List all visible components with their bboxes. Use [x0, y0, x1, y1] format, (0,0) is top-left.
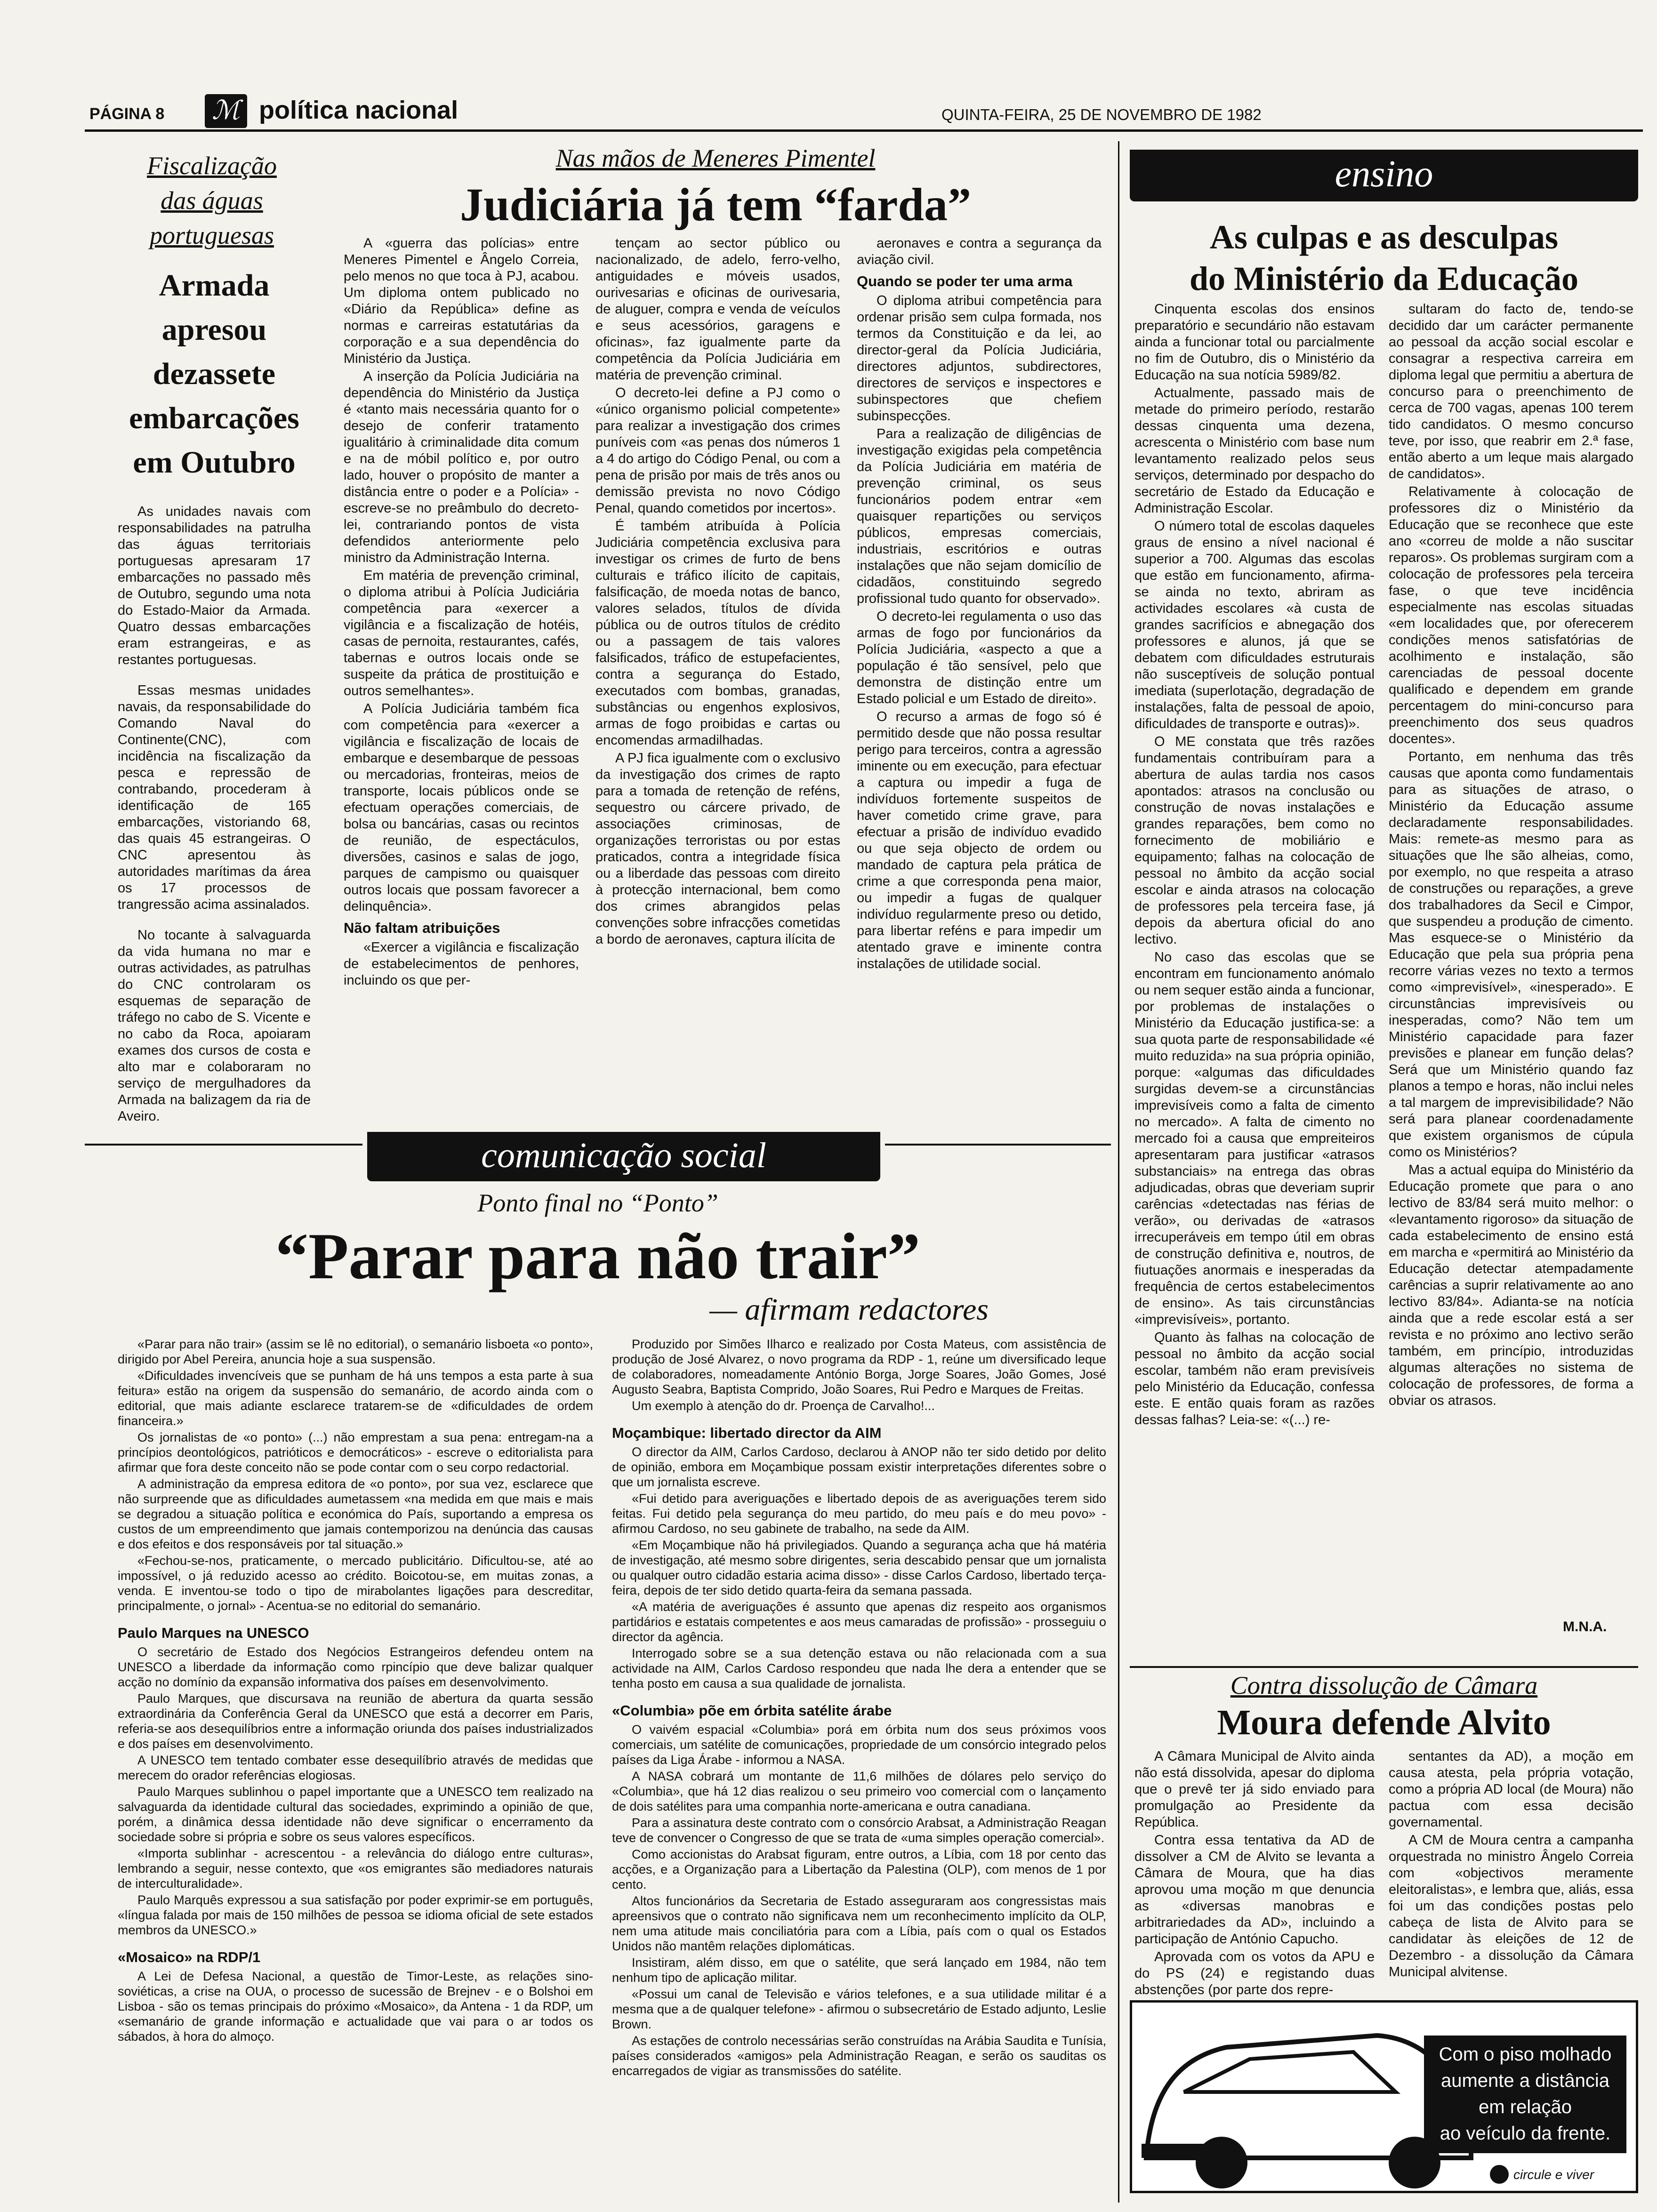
cs-para: Insistiram, além disso, em que o satélite, que será lançado em 1984, não tem nenhum tipo de aplicação militar. [612, 1956, 1106, 1985]
ensino-headline [1130, 216, 1638, 299]
fisc-headline-line: Armada [159, 268, 270, 303]
ensino-para: Portanto, em nenhuma das três causas que aponta como fundamentais para as situações de atraso, o Ministério da Educação assume declaradamente responsabilidades. Mais: remete-as mesmo para as situações que lhe são alheias, como, por exemplo, no que respeita a atraso de construções ou reparações, a greve dos trabalhadores da Secil e Cimpor, que suspendeu a produção de cimento. Mas esquece-se o Ministério da Educação que pela sua própria pena recorre várias vezes no texto a termos como «imprevisível», «inesperado». E circunstâncias imprevisíveis ou inesperadas, como? Não tem um Ministério capacidade para fazer previsões e planear em função delas? Será que um Ministério quando faz planos a tempo e horas, não inclui neles a tal margem de imprevisibilidade? Não será para planear coordenadamente que existem organismos de cúpula como os Ministérios? [1389, 749, 1633, 1160]
cs-para: Para a assinatura deste contrato com o consórcio Arabsat, a Administração Reagan teve de convencer o Congresso de que se trata de «uma simples operação comercial». [612, 1816, 1106, 1845]
ensino-para: O número total de escolas daqueles graus de ensino a nível nacional é superior a 700. Algumas das escolas que estão em funcionamento, afirma-se ainda no texto, abriram as actividades escolares «à custa de grandes sacrifícios e abnegação dos professores e alunos, já que se debatem com dificuldades estruturais não susceptíveis de solução pontual imediata (superlotação, degradação de instalações, falta de pessoal de apoio, dificuldades de transporte e outras)». [1134, 519, 1375, 731]
cs-para: Produzido por Simões Ilharco e realizado por Costa Mateus, com assistência de produção de José Alvarez, o novo programa da RDP - 1, reúne um diversificado leque de colaboradores, nomeadamente António Borga, Jorge Soares, João Gomes, José Augusto Seabra, Baptista Comprido, João Soares, Rui Pedro e Marques de Freitas. [612, 1337, 1106, 1396]
jud-para: O decreto-lei regulamenta o uso das armas de fogo por funcionários da Polícia Judiciária, «aspecto a que a população é tão sensível, pelo que demonstra de distinção entre um Estado policial e um Estado de direito». [857, 609, 1102, 706]
fisc-kicker-line: portuguesas [149, 221, 274, 249]
fisc-kicker [118, 148, 306, 253]
moura-para: sentantes da AD), a moção em causa atesta, pela própria votação, como a própria AD local (de Moura) não pactua com essa decisão governamental. [1389, 1749, 1633, 1830]
ensino-para: Actualmente, passado mais de metade do primeiro período, restarão dessas cinquenta uma dezena, acrescenta o Ministério com base num levantamento realizado pelos seus serviços, determinado por despacho do secretário de Estado da Educação e Administração Escolar. [1134, 385, 1375, 516]
cs-para: «Fui detido para averiguações e libertado depois de as averiguações terem sido feitas. Fui detido pela segurança do meu partido, do meu país e do meu povo» - afirmou Cardoso, no seu gabinete de trabalho, na sede da AIM. [612, 1491, 1106, 1536]
cs-col-1 [118, 1337, 593, 2207]
cs-para: O secretário de Estado dos Negócios Estrangeiros defendeu ontem na UNESCO a liberdade da informação como rpincípio que deve balizar qualquer acção no domínio da expansão informativa dos países em desenvolvimento. [118, 1645, 593, 1689]
cs-subhead-columbia: «Columbia» põe em órbita satélite árabe [612, 1702, 892, 1719]
column-rule [1118, 141, 1119, 2203]
cs-para: «Importa sublinhar - acrescentou - a relevância do diálogo entre culturas», lembrando a seguir, nesse contexto, que «os emigrantes são mediadores naturais de interculturalidade». [118, 1846, 593, 1891]
moura-col-2 [1389, 1748, 1633, 1984]
ensino-para: sultaram do facto de, tendo-se decidido dar um carácter permanente ao pessoal da acção social escolar e consagrar a respectiva carreira em diploma legal que permitiu a abertura de concurso para o preenchimento de cerca de 700 vagas, apenas 100 terem tido candidatos. O mesmo concurso teve, por isso, que reabrir em 2.ª fase, então aberto a um leque mais alargado de candidatos». [1389, 302, 1633, 481]
cs-para: Interrogado sobre se a sua detenção estava ou não relacionada com a sua actividade na AIM, Carlos Cardoso respondeu que nada lhe dera a entender que se tenha posto em causa a sua qualidade de jornalista. [612, 1646, 1106, 1691]
ensino-para: Cinquenta escolas dos ensinos preparatório e secundário não estavam ainda a funcionar total ou parcialmente no fim de Outubro, dis o Ministério da Educação na sua notícia 5989/82. [1134, 302, 1375, 383]
cs-para: A UNESCO tem tentado combater esse desequilíbrio através de medidas que merecem do orador referências elogiosas. [118, 1753, 593, 1782]
page-number: PÁGINA 8 [89, 105, 165, 123]
ensino-headline-line: As culpas e as desculpas [1209, 218, 1559, 256]
cs-para: Como accionistas do Arabsat figuram, entre outros, a Líbia, com 18 por cento das acções, e a Organização para a Libertação da Palestina (OLP), com menos de 1 por cento. [612, 1847, 1106, 1891]
cs-para: «Em Moçambique não há privilegiados. Quando a segurança acha que há matéria de investigação, até mesmo sobre dirigentes, seria descabido pensar que um jornalista ou qualquer outro cidadão estaria acima disso» - disse Carlos Cardoso, libertado terça-feira, depois de ter sido detido quarta-feira da semana passada. [612, 1538, 1106, 1597]
fisc-para: No tocante à salvaguarda da vida humana no mar e outras actividades, as patrulhas do CNC controlaram os esquemas de separação de tráfego no cabo de S. Vicente e no cabo da Roca, apoiaram exames dos cursos de costa e alto mar e colaboraram no serviço de mergulhadores da Armada na balizagem da ria de Aveiro. [118, 928, 311, 1124]
ad-line: aumente a distância [1440, 2070, 1609, 2091]
fisc-body [118, 504, 311, 1172]
fisc-kicker-line: Fiscalização [147, 152, 277, 180]
cs-para: «Fechou-se-nos, praticamente, o mercado publicitário. Dificultou-se, até ao impossível, o já reduzido acesso ao crédito. Boicotou-se, em muitas zonas, a venda. E inventou-se todo o tipo de mirabolantes ligações para descreditar, principalmente, o jornal» - Acentua-se no editorial do semanário. [118, 1554, 593, 1613]
fisc-headline-line: em Outubro [133, 445, 296, 480]
jud-para: A Polícia Judiciária também fica com competência para «exercer a vigilância e fiscalização de locais de embarque e desembarque de pessoas ou mercadorias, fronteiras, meios de transporte, locais públicos onde se efectuam operações comerciais, de bolsa ou bancárias, casas ou recintos de reunião, de espectáculos, diversões, casinos e salas de jogo, parques de campismo ou quaisquer outros locais que possam favorecer a delinquência». [344, 701, 579, 914]
cs-para: O vaivém espacial «Columbia» porá em órbita num dos seus próximos voos comerciais, um satélite de comunicações, propriedade de um consórcio integrado pelos países da Liga Árabe - informou a NASA. [612, 1723, 1106, 1767]
ad-line: Com o piso molhado [1439, 2044, 1612, 2065]
jud-para: O recurso a armas de fogo só é permitido desde que não possa resultar perigo para terceiros, contra a agressão iminente ou em execução, para efectuar a captura ou impedir a fuga de indivíduos fortemente suspeitos de haver cometido crime grave, para efectuar a prisão de indivíduo evadido ou que seja objecto de ordem ou mandado de captura pela prática de crime a que corresponda pena maior, ou impedir a fugas de qualquer indivíduo regularmente preso ou detido, para libertar reféns e para impedir um atentado grave e iminente contra instalações de utilidade social. [857, 709, 1102, 971]
cs-para: A Lei de Defesa Nacional, a questão de Timor-Leste, as relações sino-soviéticas, a crise na OUA, o processo de sucessão de Brejnev - e o Bolshoi em Lisboa - são os temas principais do próximo «Mosaico», da Antena - 1 da RDP, um «semanário de grande informação e actualidade que vai para o ar todos os sábados, à hora do almoço. [118, 1969, 593, 2044]
cs-para: Paulo Marques, que discursava na reunião de abertura da quarta sessão extraordinária da Conferência Geral da UNESCO que está a decorrer em Paris, referia-se aos desequilíbrios entre a informação oriunda dos países industrializados e dos países em desenvolvimento. [118, 1691, 593, 1751]
jud-para: A «guerra das polícias» entre Meneres Pimentel e Ângelo Correia, pelo menos no que toca à PJ, acabou. Um diploma ontem publicado no «Diário da República» define as normas e carreiras estatutárias da corporação e a sua dependência do Ministério da Justiça. [344, 236, 579, 366]
jud-para: aeronaves e contra a segurança da aviação civil. [857, 236, 1102, 267]
fisc-headline [115, 264, 313, 485]
fisc-para: Essas mesmas unidades navais, da responsabilidade do Comando Naval do Continente(CNC), com incidência na fiscalização da pesca e repressão de contrabando, procederam à identificação de 165 embarcações, vistoriando 68, das quais 45 estrangeiras. O CNC apresentou às autoridades marítimas da área os 17 processos de trangressão acima assinalados. [118, 683, 311, 912]
cs-kicker: Ponto final no “Ponto” [477, 1189, 718, 1217]
masthead [85, 96, 1643, 129]
jud-para: O diploma atribui competência para ordenar prisão sem culpa formada, nos termos da Constituição e da lei, ao director-geral da Polícia Judiciária, directores adjuntos, subdirectores, directores de serviços e inspectores e subinspectores que chefiem subinspecções. [857, 293, 1102, 424]
cs-para: «Dificuldades invencíveis que se punham de há uns tempos a esta parte à sua feitura» estão na origem da suspensão do semanário, de acordo ainda com o editorial, que mais adiante esclarece tratarem-se de «dificuldades de ordem financeira.» [118, 1369, 593, 1428]
jud-para: É também atribuída à Polícia Judiciária competência exclusiva para investigar os crimes de furto de bens culturais e tráfico ilícito de capitais, falsificação, de moeda notas de banco, valores selados, títulos de dívida pública ou de outros títulos de crédito ou a passagem de tais valores falsificados, tráfico de estupefacientes, contra a segurança do Estado, executados com bombas, granadas, substâncias ou engenhos explosivos, armas de fogo proibidas e cartas ou encomendas armadilhadas. [595, 519, 840, 748]
jud-para: tençam ao sector público ou nacionalizado, de adelo, ferro-velho, antiguidades e móveis usados, ourivesarias e oficinas de ourivesaria, de aluguer, compra e venda de veículos e seus acessórios, garagens e oficinas», faz igualmente parte da competência da Polícia Judiciária em matéria de prevenção criminal. [595, 236, 840, 383]
jud-headline: Judiciária já tem “farda” [460, 178, 971, 231]
ensino-para: Quanto às falhas na colocação de pessoal no âmbito da acção social escolar, também não eram previsíveis pelo Ministério da Educação, confessa este. E então quais foram as razões dessas falhas? Leia-se: «(...) re- [1134, 1330, 1375, 1427]
cs-para: As estações de controlo necessárias serão construídas na Arábia Saudita e Tunísia, países considerados «amigos» pela Administração Reagan, e serão os sauditas os encarregados de vigiar as transmissões do satélite. [612, 2034, 1106, 2078]
moura-headline: Moura defende Alvito [1217, 1703, 1551, 1742]
ad-brand-logo-icon [1490, 2165, 1509, 2184]
ad-brand: circule e viver [1513, 2167, 1594, 2182]
jud-para: O decreto-lei define a PJ como o «único organismo policial competente» para realizar a investigação dos crimes puníveis com «as penas dos números 1 a 4 do artigo do Código Penal, ou com a pena de prisão por mais de três anos ou demissão prevista no novo Código Penal, quando cometidos por incertos». [595, 385, 840, 516]
jud-kicker: Nas mãos de Meneres Pimentel [555, 144, 876, 172]
ensino-col-1 [1134, 301, 1375, 1638]
ad-line: em relação [1479, 2097, 1572, 2117]
ad-message [1424, 2036, 1626, 2153]
cs-para: Paulo Marques sublinhou o papel importante que a UNESCO tem realizado na salvaguarda da identidade cultural das sociedades, exprimindo a opinião de que, porém, a dinâmica dessa identidade não deve significar o encerramento da sociedade sobre si própria e sobre os seus valores específicos. [118, 1785, 593, 1844]
moura-col-1 [1134, 1748, 1375, 1997]
moura-para: Aprovada com os votos da APU e do PS (24) e registando duas abstenções (por parte dos repre- [1134, 1949, 1375, 1997]
ensino-signature: M.N.A. [1563, 1619, 1607, 1635]
jud-para: «Exercer a vigilância e fiscalização de estabelecimentos de penhores, incluindo os que per- [344, 940, 579, 988]
cs-para: Altos funcionários da Secretaria de Estado asseguraram aos congressistas mais apreensivos que o contrato não significava nem um reconhecimento implícito da OLP, nem uma atitude mais conciliatória para com a Líbia, país com o qual os Estados Unidos não mantêm relações diplomáticas. [612, 1894, 1106, 1953]
cs-rule-right [885, 1144, 1111, 1146]
fisc-headline-line: embarcações [129, 401, 299, 435]
masthead-rule [85, 129, 1643, 132]
ad-line: ao veículo da frente. [1440, 2123, 1611, 2144]
cs-subhead: — afirmam redactores [709, 1292, 989, 1327]
cs-para: «Possui um canal de Televisão e vários telefones, e a sua utilidade militar é a mesma que a de qualquer telefone» - afirmou o subsecretário de Estado adjunto, Leslie Brown. [612, 1987, 1106, 2031]
jud-para: A inserção da Polícia Judiciária na dependência do Ministério da Justiça é «tanto mais necessária quanto for o desejo de conferir tratamento igualitário à criminalidade dita comum e na de móbil político e, por outro lado, houver o propósito de manter a distância entre o poder e a Polícia» - escreve-se no preâmbulo do decreto-lei, contrariando pontos de vista defendidos anteriormente pelo ministro da Administração Interna. [344, 369, 579, 565]
ensino-banner: ensino [1130, 150, 1638, 201]
ensino-para: O ME constata que três razões fundamentais contribuíram para a abertura de aulas tardia nos casos apontados: atrasos na conclusão ou construção de novas instalações e grandes reparações, bem como no fornecimento de mobiliário e equipamento; falhas na colocação de pessoal no âmbito da acção social escolar e ainda atrasos na colocação de professores pela terceira fase, já depois da abertura oficial do ano lectivo. [1134, 734, 1375, 947]
ensino-para: Relativamente à colocação de professores diz o Ministério da Educação que se reconhece que este ano «correu de molde a não suscitar reparos». Os problemas surgiram com a colocação de professores pela terceira fase, o que teve incidência especialmente nas escolas situadas «em localidades que, por oferecerem condições menos satisfatórias de acolhimento e instalação, são carenciadas de pessoal docente qualificado e dependem em grande percentagem do mini-concurso para preenchimento dos seus quadros docentes». [1389, 484, 1633, 746]
fisc-para: As unidades navais com responsabilidades na patrulha das águas territoriais portuguesas apresaram 17 embarcações no passado mês de Outubro, segundo uma nota do Estado-Maior da Armada. Quatro dessas embarcações eram estrangeiras, e as restantes portuguesas. [118, 504, 311, 667]
fisc-kicker-line: das águas [161, 186, 263, 215]
cs-rule-left [85, 1144, 362, 1146]
jud-col-1 [344, 235, 579, 1139]
moura-top-rule [1130, 1666, 1638, 1668]
cs-para: Os jornalistas de «o ponto» (...) não emprestam a sua pena: entregam-na a princípios deontológicos, patrióticos e democráticos» - escreve o editorialista para afirmar que fora deste conceito não se pode contar com o seu corpo redactorial. [118, 1430, 593, 1475]
fisc-headline-line: apresou [161, 313, 267, 347]
moura-para: Contra essa tentativa da AD de dissolver a CM de Alvito se levanta a Câmara de Moura, que ha dias aprovou uma moção m que denuncia as «diversas manobras e arbitrariedades da AD», incluindo a participação de António Capucho. [1134, 1833, 1375, 1947]
cs-subhead-moz: Moçambique: libertado director da AIM [612, 1425, 882, 1441]
cs-headline: “Parar para não trair” [275, 1220, 920, 1293]
moura-para: A CM de Moura centra a campanha orquestrada no ministro Ângelo Correia com «objectivos meramente eleitoralistas», e lembra que, aliás, essa foi um das condições postas pelo cabeça de lista de Alvito para se candidatar às eleições de 12 de Dezembro - a dissolução da Câmara Municipal alvitense. [1389, 1833, 1633, 1980]
jud-para: Para a realização de diligências de investigação exigidas pela competência da Polícia Judiciária em matéria de prevenção criminal, os seus funcionários podem entrar «em quaisquer repartições ou serviços públicos, empresas comerciais, industriais, escritórios e outras instalações que não sejam domicílio de cidadãos, constituindo segredo profissional tudo quanto for observado». [857, 426, 1102, 606]
cs-banner: comunicação social [367, 1132, 880, 1181]
cs-subhead-mosaico: «Mosaico» na RDP/1 [118, 1949, 261, 1965]
ensino-para: No caso das escolas que se encontram em funcionamento anómalo ou nem sequer estão ainda a funcionar, por problemas de instalações o Ministério da Educação justifica-se: a sua quota parte de responsabilidade «é muito reduzida» na sua própria opinião, porque: «algumas das dificuldades surgidas devem-se a circunstâncias imprevisíveis como a falta de cimento no mercado». A falta de cimento no mercado foi a causa que empreiteiros apresentaram para justificar «atrasos substanciais» na entrega das obras adjudicadas, obras que deveriam suprir carências «detectadas nas férias de verão», ou derivadas de «atrasos irrecuperáveis em tempo útil em obras de construção definitiva e, noutros, de fiutuações anormais e inesperadas da frequência de certos estabelecimentos de ensino». As tais circunstâncias «imprevisíveis», portanto. [1134, 950, 1375, 1327]
cs-para: O director da AIM, Carlos Cardoso, declarou à ANOP não ter sido detido por delito de opinião, embora em Moçambique possam existir interpretações diferentes sobre o que um jornalista escreve. [612, 1445, 1106, 1489]
jud-subhead: Não faltam atribuições [344, 920, 500, 936]
jud-col-2 [595, 235, 840, 1139]
cs-para: A NASA cobrará um montante de 11,6 milhões de dólares pelo serviço do «Columbia», que há 12 dias realizou o seu primeiro voo comercial com o lançamento de dois satélites para uma companhia norte-americana e outra canadiana. [612, 1769, 1106, 1813]
cs-para: «A matéria de averiguações é assunto que apenas diz respeito aos organismos partidários e estatais competentes e aos meus camaradas de profissão» - prosseguiu o director da agência. [612, 1600, 1106, 1644]
jud-para: Em matéria de prevenção criminal, o diploma atribui à Polícia Judiciária competência para «exercer a vigilância e a fiscalização de hotéis, casas de pernoita, restaurantes, cafés, tabernas e outros locais onde se suspeite da prática de prostituição e outros semelhantes». [344, 568, 579, 698]
jud-col-3 [857, 235, 1102, 1139]
cs-para: Um exemplo à atenção do dr. Proença de Carvalho!... [632, 1399, 935, 1413]
section-logo-icon: ℳ [205, 94, 247, 128]
ensino-headline-line: do Ministério da Educação [1189, 260, 1579, 297]
cs-para: Paulo Marquês expressou a sua satisfação por poder exprimir-se em português, «língua falada por mais de 150 milhões de pessoa se idioma oficial de sete estados membros da UNESCO.» [118, 1893, 593, 1937]
cs-para: A administração da empresa editora de «o ponto», por sua vez, esclarece que não surpreende que as dificuldades aumetassem «na medida em que mais e mais se degradou a situação política e económica do País, suportando a empresa os custos de um empreendimento que jamais contemporizou na denúncia das causas e dos efeitos e dos responsáveis por tal situação.» [118, 1477, 593, 1551]
moura-kicker: Contra dissolução de Câmara [1230, 1671, 1538, 1699]
jud-subhead: Quando se poder ter uma arma [857, 273, 1073, 289]
moura-para: A Câmara Municipal de Alvito ainda não está dissolvida, apesar do diploma que o prevê ter já sido enviado para promulgação ao Presidente da República. [1134, 1749, 1375, 1830]
cs-subhead-unesco: Paulo Marques na UNESCO [118, 1625, 309, 1641]
cs-col-2 [612, 1337, 1106, 2207]
section-title: política nacional [259, 96, 458, 124]
fisc-headline-line: dezassete [153, 357, 276, 391]
ensino-para: Mas a actual equipa do Ministério da Educação promete que para o ano lectivo de 83/84 será muito melhor: o «levantamento rigoroso» da situação de cada estabelecimento de ensino está em marcha e «permitirá ao Ministério da Educação detectar atempadamente carências a suprir relativamente ao ano lectivo 83/84». Adianta-se na notícia ainda que a rede escolar está a ser revista e no próximo ano lectivo serão também, em princípio, introduzidas algumas alterações no sistema de colocação de professores, de forma a obviar os atrasos. [1389, 1162, 1633, 1408]
issue-date: QUINTA-FEIRA, 25 DE NOVEMBRO DE 1982 [941, 106, 1262, 123]
cs-para: «Parar para não trair» (assim se lê no editorial), o semanário lisboeta «o ponto», dirigido por Abel Pereira, anuncia hoje a sua suspensão. [118, 1337, 593, 1366]
jud-para: A PJ fica igualmente com o exclusivo da investigação dos crimes de rapto para a tomada de retenção de reféns, sequestro ou cárcere privado, de associações criminosas, de organizações terroristas ou por estas praticados, contra a integridade física ou a liberdade das pessoas com direito à protecção internacional, bem como dos crimes abrangidos pelas convenções sobre infracções cometidas a bordo de aeronaves, captura ilícita de [595, 751, 840, 947]
road-safety-ad [1130, 2000, 1638, 2193]
ensino-col-2 [1389, 301, 1633, 1619]
